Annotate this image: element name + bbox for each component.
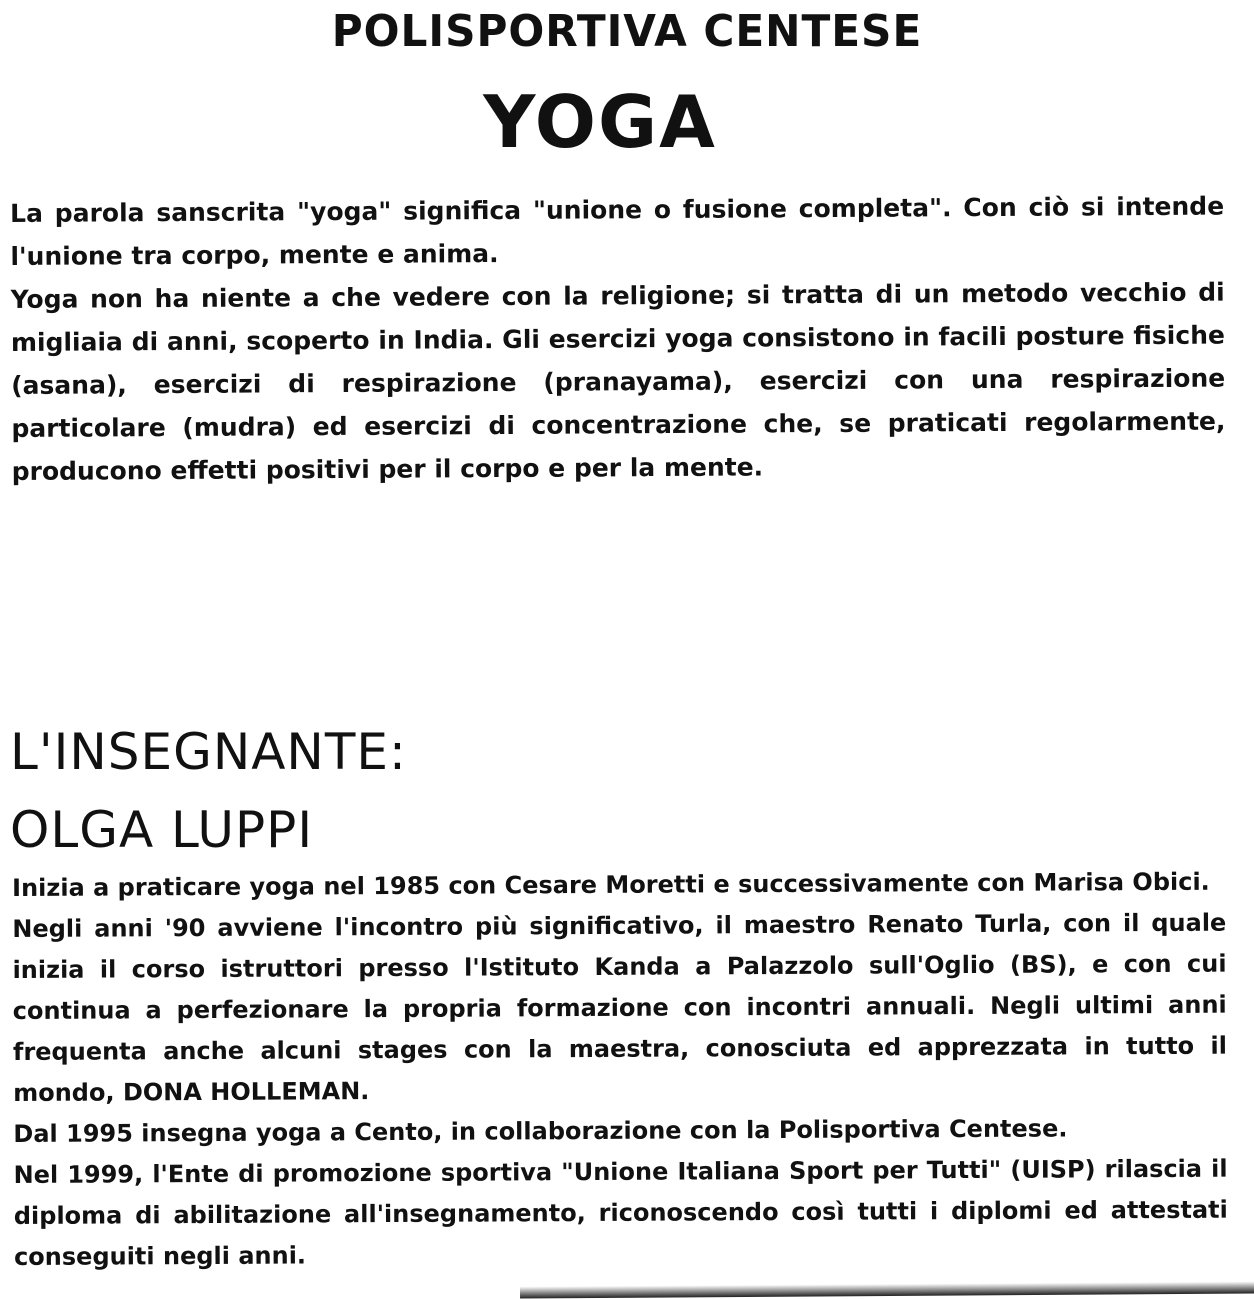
intro-section [10,185,1226,493]
teacher-name: OLGA LUPPI [10,801,314,859]
bio-paragraph: Negli anni '90 avviene l'incontro più significativo, il maestro Renato Turla, con il quale inizia il corso istruttori presso l'Istituto Kanda a Palazzolo sull'Oglio (BS), e con cui continua a perfezionare la propria formazione con incontri annuali. Negli ultimi anni frequenta anche alcuni stages con la maestra, conosciuta ed apprezzata in tutto il mondo, DONA HOLLEMAN. [12,908,1228,1107]
page-title: YOGA [483,80,717,164]
organization-title: POLISPORTIVA CENTESE [331,6,923,57]
bio-paragraph: Dal 1995 insegna yoga a Cento, in collaborazione con la Polisportiva Centese. [13,1114,1068,1148]
teacher-bio [12,862,1228,1278]
teacher-heading: L'INSEGNANTE: [10,723,407,781]
intro-paragraph: Yoga non ha niente a che vedere con la religione; si tratta di un metodo vecchio di migliaia di anni, scoperto in India. Gli esercizi yoga consistono in facili posture fisiche (asana), esercizi di respirazione (pranayama), esercizi con una respirazione particolare (mudra) ed esercizi di concentrazione che, se praticati regolarmente, producono effetti positivi per il corpo e per la mente. [10,277,1226,486]
intro-paragraph: La parola sanscrita "yoga" significa "unione o fusione completa". Con ciò si intende l'unione tra corpo, mente e anima. [10,191,1225,271]
bio-paragraph: Nel 1999, l'Ente di promozione sportiva "Unione Italiana Sport per Tutti" (UISP) rilascia il diploma di abilitazione all'insegnamento, riconoscendo così tutti i diplomi ed attestati conseguiti negli anni. [13,1154,1228,1271]
bio-paragraph: Inizia a praticare yoga nel 1985 con Cesare Moretti e successivamente con Marisa Obici. [12,867,1210,902]
